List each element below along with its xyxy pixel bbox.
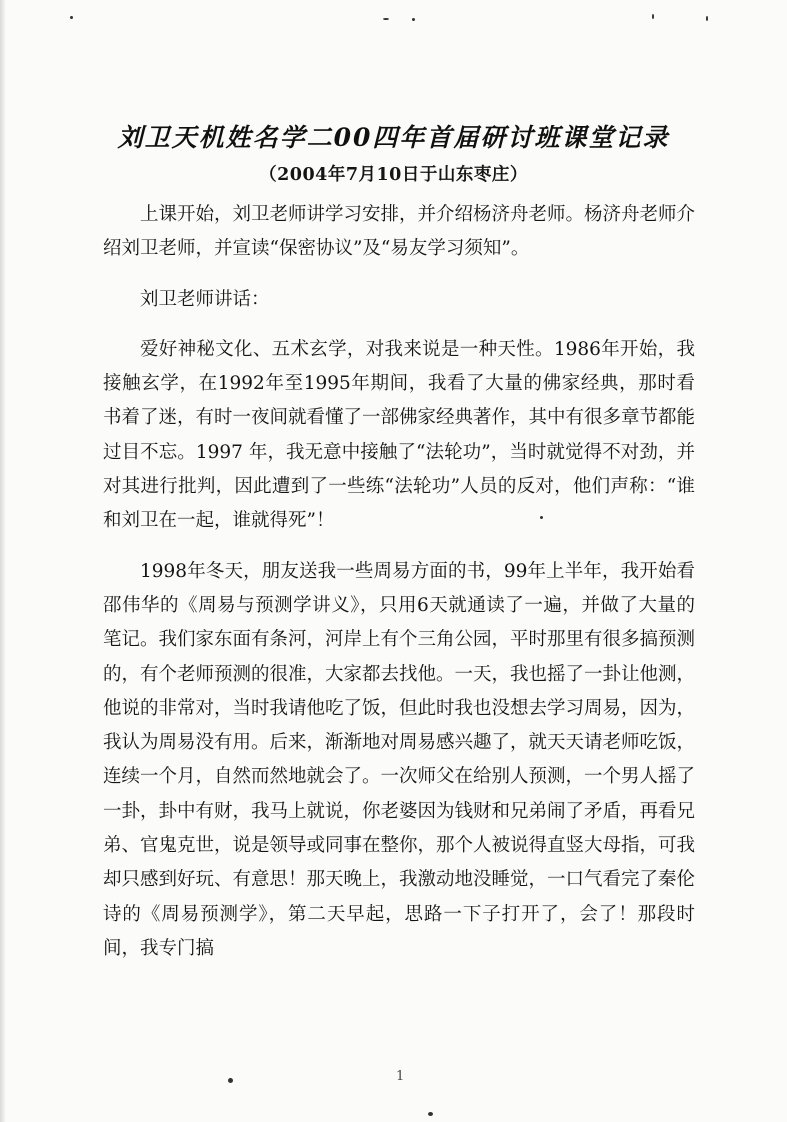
paragraph-intro: 上课开始，刘卫老师讲学习安排，并介绍杨济舟老师。杨济舟老师介绍刘卫老师，并宣读“保密协议”及“易友学习须知”。 xyxy=(103,204,696,260)
scan-speck xyxy=(706,16,708,21)
paragraph-background: 爱好神秘文化、五术玄学，对我来说是一种天性。1986年开始，我接触玄学，在1992年至1995年期间，我看了大量的佛家经典，那时看书着了迷，有时一夜间就看懂了一部佛家经典著作，其中有很多章节都能过目不忘。1997 年，我无意中接触了“法轮功”，当时就觉得不对劲，并对其进行批判，因此遭到了一些练“法轮功”人员的反对，他们声称：“谁和刘卫在一起，谁就得死”！ xyxy=(103,338,696,532)
scan-speck xyxy=(383,18,389,20)
scan-speck xyxy=(70,16,73,19)
paragraph-story: 1998年冬天，朋友送我一些周易方面的书，99年上半年，我开始看邵伟华的《周易与预测学讲义》，只用6天就通读了一遍，并做了大量的笔记。我们家东面有条河，河岸上有个三角公园，平时那里有很多搞预测的，有个老师预测的很准，大家都去找他。一天，我也摇了一卦让他测，他说的非常对，当时我请他吃了饭，但此时我也没想去学习周易，因为，我认为周易没有用。后来，渐渐地对周易感兴趣了，就天天请老师吃饭，连续一个月，自然而然地就会了。一次师父在给别人预测，一个男人摇了一卦，卦中有财，我马上就说，你老婆因为钱财和兄弟闹了矛盾，再看兄弟、官鬼克世，说是领导或同事在整你，那个人被说得直竖大母指，可我却只感到好玩、有意思！那天晚上，我激动地没睡觉，一口气看完了秦伦诗的《周易预测学》，第二天早起，思路一下子打开了，会了！那段时间，我专门搞 xyxy=(103,560,696,959)
scan-speck xyxy=(228,1078,233,1083)
document-title: 刘卫天机姓名学二00四年首届研讨班课堂记录 xyxy=(117,123,670,152)
document-subtitle: （2004年7月10日于山东枣庄） xyxy=(259,165,528,185)
scan-speck xyxy=(652,14,654,19)
paragraph-speaker: 刘卫老师讲话： xyxy=(140,288,270,310)
page-number: 1 xyxy=(396,1069,405,1084)
scan-speck xyxy=(428,1112,433,1116)
scan-speck xyxy=(412,18,415,21)
scan-speck xyxy=(540,516,543,519)
document-body xyxy=(103,198,695,966)
